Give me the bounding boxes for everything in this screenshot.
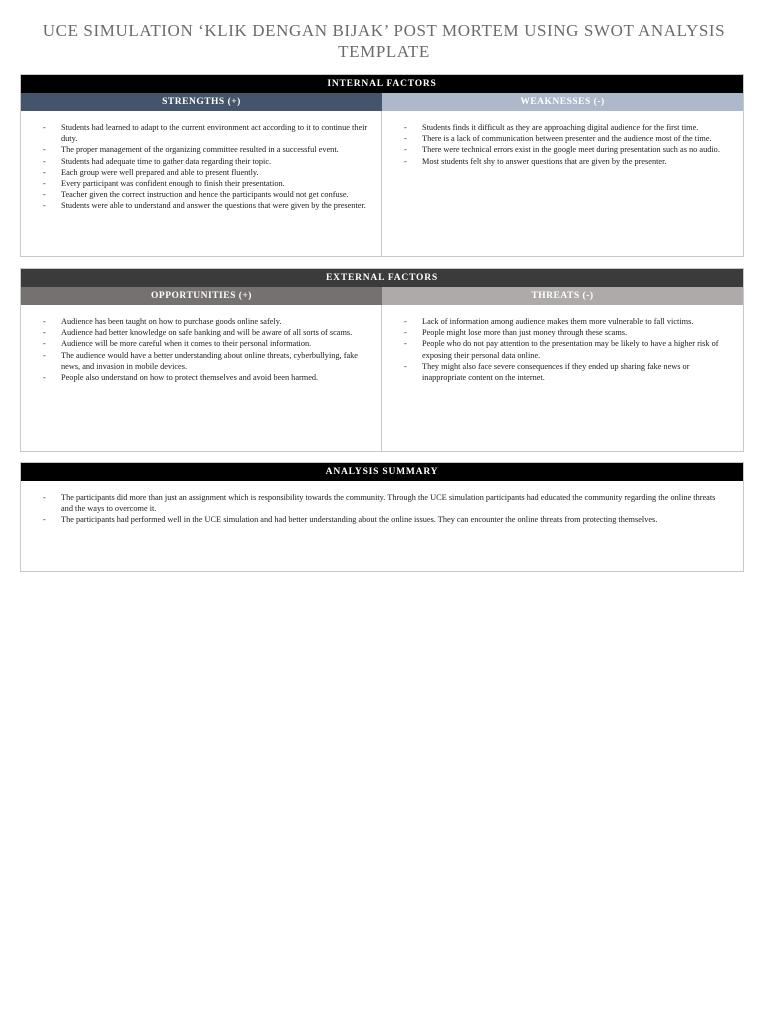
summary-item: - The participants did more than just an assignment which is responsibility towards the community. Through the UCE simulation participants had educated the community regarding the online threats and the ways to overcome it. xyxy=(41,492,723,514)
strength-item: - Every participant was confident enough to finish their presentation. xyxy=(41,178,371,189)
weakness-item: - Students finds it difficult as they are approaching digital audience for the first time. xyxy=(402,122,733,133)
opportunity-item: - The audience would have a better understanding about online threats, cyberbullying, fake news, and invasion in mobile devices. xyxy=(41,350,371,372)
opportunity-item: - Audience had better knowledge on safe banking and will be aware of all sorts of scams. xyxy=(41,327,371,338)
opportunity-item: - Audience has been taught on how to purchase goods online safely. xyxy=(41,316,371,327)
weaknesses-cell xyxy=(382,111,743,256)
strength-item: - Each group were well prepared and able to present fluently. xyxy=(41,167,371,178)
strength-item: - The proper management of the organizing committee resulted in a successful event. xyxy=(41,144,371,155)
external-factors-header: EXTERNAL FACTORS xyxy=(21,269,743,287)
page-title: UCE SIMULATION ‘KLIK DENGAN BIJAK’ POST MORTEM USING SWOT ANALYSIS TEMPLATE xyxy=(42,21,726,61)
analysis-summary-table xyxy=(20,462,744,572)
strength-item: - Students were able to understand and answer the questions that were given by the presenter. xyxy=(41,200,371,211)
analysis-summary-header: ANALYSIS SUMMARY xyxy=(21,463,743,481)
threat-item: - People might lose more than just money through these scams. xyxy=(402,327,733,338)
threats-cell xyxy=(382,305,743,451)
internal-factors-header: INTERNAL FACTORS xyxy=(21,75,743,93)
opportunities-cell xyxy=(21,305,382,451)
analysis-summary-body xyxy=(21,481,743,571)
external-factors-table xyxy=(20,268,744,452)
opportunities-list xyxy=(41,316,371,383)
threat-item: - Lack of information among audience makes them more vulnerable to fall victims. xyxy=(402,316,733,327)
weaknesses-header: WEAKNESSES (-) xyxy=(382,93,743,111)
threats-header: THREATS (-) xyxy=(382,287,743,305)
strengths-header: STRENGTHS (+) xyxy=(21,93,382,111)
weaknesses-list xyxy=(402,122,733,167)
opportunity-item: - Audience will be more careful when it comes to their personal information. xyxy=(41,338,371,349)
strength-item: - Teacher given the correct instruction and hence the participants would not get confuse. xyxy=(41,189,371,200)
strength-item: - Students had adequate time to gather data regarding their topic. xyxy=(41,156,371,167)
opportunity-item: - People also understand on how to protect themselves and avoid been harmed. xyxy=(41,372,371,383)
opportunities-header: OPPORTUNITIES (+) xyxy=(21,287,382,305)
threats-list xyxy=(402,316,733,383)
internal-body xyxy=(21,111,743,256)
strengths-list xyxy=(41,122,371,212)
threat-item: - People who do not pay attention to the presentation may be likely to have a higher risk of exposing their personal data online. xyxy=(402,338,733,360)
weakness-item: - There is a lack of communication between presenter and the audience most of the time. xyxy=(402,133,733,144)
strength-item: - Students had learned to adapt to the current environment act according to it to continue their duty. xyxy=(41,122,371,144)
external-subheader xyxy=(21,287,743,305)
weakness-item: - Most students felt shy to answer questions that are given by the presenter. xyxy=(402,156,733,167)
external-body xyxy=(21,305,743,451)
weakness-item: - There were technical errors exist in the google meet during presentation such as no audio. xyxy=(402,144,733,155)
strengths-cell xyxy=(21,111,382,256)
internal-factors-table xyxy=(20,74,744,257)
internal-subheader xyxy=(21,93,743,111)
threat-item: - They might also face severe consequences if they ended up sharing fake news or inappropriate content on the internet. xyxy=(402,361,733,383)
summary-item: - The participants had performed well in the UCE simulation and had better understanding about the online issues. They can encounter the online threats from protecting themselves. xyxy=(41,514,723,525)
summary-list xyxy=(41,492,723,526)
